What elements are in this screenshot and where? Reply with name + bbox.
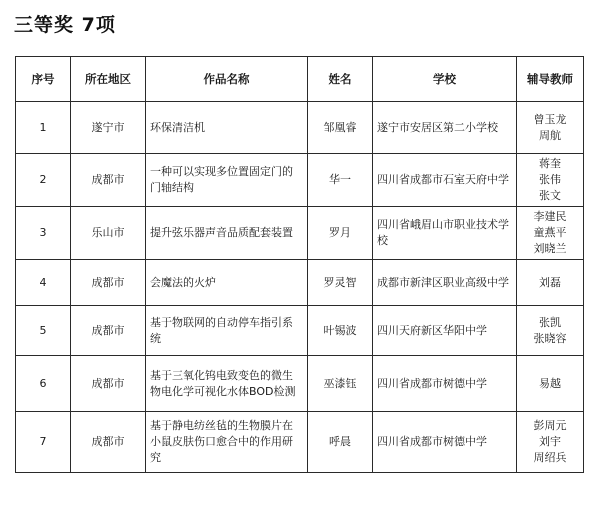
cell-name: 邹凰睿 xyxy=(308,102,373,154)
cell-name: 罗灵智 xyxy=(308,260,373,306)
teacher-name: 童燕平 xyxy=(533,226,567,239)
awards-table xyxy=(15,56,584,473)
table-row xyxy=(16,412,584,473)
cell-no: 1 xyxy=(16,102,71,154)
teacher-name: 彭周元 xyxy=(533,419,567,432)
teacher-name: 张伟 xyxy=(539,173,561,186)
table-row xyxy=(16,207,584,260)
header-teachers: 辅导教师 xyxy=(517,57,584,102)
teacher-name: 易越 xyxy=(539,376,561,390)
cell-teachers xyxy=(517,207,584,260)
cell-region: 成都市 xyxy=(71,412,146,473)
cell-work: 一种可以实现多位置固定门的门轴结构 xyxy=(146,154,308,207)
teacher-name: 刘宇 xyxy=(539,435,561,448)
cell-region: 乐山市 xyxy=(71,207,146,260)
teacher-name: 张文 xyxy=(539,189,561,202)
cell-region: 成都市 xyxy=(71,356,146,412)
table-row xyxy=(16,260,584,306)
teacher-name: 李建民 xyxy=(533,210,567,223)
table-row xyxy=(16,356,584,412)
cell-no: 2 xyxy=(16,154,71,207)
cell-school: 四川省成都市树德中学 xyxy=(373,356,517,412)
cell-school: 四川省峨眉山市职业技术学校 xyxy=(373,207,517,260)
cell-no: 5 xyxy=(16,306,71,356)
cell-work: 会魔法的火炉 xyxy=(146,260,308,306)
cell-no: 7 xyxy=(16,412,71,473)
table-row xyxy=(16,154,584,207)
teacher-name: 周航 xyxy=(539,128,561,142)
cell-school: 遂宁市安居区第二小学校 xyxy=(373,102,517,154)
cell-name: 华一 xyxy=(308,154,373,207)
cell-no: 6 xyxy=(16,356,71,412)
cell-school: 四川天府新区华阳中学 xyxy=(373,306,517,356)
header-work: 作品名称 xyxy=(146,57,308,102)
teacher-name: 张晓容 xyxy=(533,331,567,345)
cell-teachers xyxy=(517,154,584,207)
cell-teachers xyxy=(517,356,584,412)
teacher-name: 刘磊 xyxy=(539,275,561,289)
cell-no: 3 xyxy=(16,207,71,260)
table-header-row xyxy=(16,57,584,102)
cell-work: 基于静电纺丝毡的生物膜片在小鼠皮肤伤口愈合中的作用研究 xyxy=(146,412,308,473)
header-school: 学校 xyxy=(373,57,517,102)
table-row xyxy=(16,102,584,154)
cell-no: 4 xyxy=(16,260,71,306)
cell-name: 呼晨 xyxy=(308,412,373,473)
header-name: 姓名 xyxy=(308,57,373,102)
teacher-name: 周绍兵 xyxy=(533,451,567,464)
cell-work: 提升弦乐器声音品质配套装置 xyxy=(146,207,308,260)
table-row xyxy=(16,306,584,356)
cell-region: 成都市 xyxy=(71,306,146,356)
cell-school: 四川省成都市石室天府中学 xyxy=(373,154,517,207)
cell-region: 成都市 xyxy=(71,260,146,306)
cell-work: 基于物联网的自动停车指引系统 xyxy=(146,306,308,356)
cell-teachers xyxy=(517,412,584,473)
teacher-name: 曾玉龙 xyxy=(533,112,567,126)
cell-school: 成都市新津区职业高级中学 xyxy=(373,260,517,306)
cell-school: 四川省成都市树德中学 xyxy=(373,412,517,473)
teacher-name: 蒋奎 xyxy=(539,157,561,170)
cell-region: 遂宁市 xyxy=(71,102,146,154)
teacher-name: 刘晓兰 xyxy=(533,242,567,255)
cell-name: 叶锡波 xyxy=(308,306,373,356)
cell-work: 基于三氧化钨电致变色的微生物电化学可视化水体BOD检测 xyxy=(146,356,308,412)
cell-name: 罗月 xyxy=(308,207,373,260)
cell-teachers xyxy=(517,102,584,154)
header-no: 序号 xyxy=(16,57,71,102)
teacher-name: 张凯 xyxy=(539,315,561,329)
header-region: 所在地区 xyxy=(71,57,146,102)
cell-teachers xyxy=(517,260,584,306)
cell-name: 巫漆钰 xyxy=(308,356,373,412)
page-title: 三等奖 7项 xyxy=(14,14,116,36)
cell-teachers xyxy=(517,306,584,356)
cell-work: 环保清洁机 xyxy=(146,102,308,154)
cell-region: 成都市 xyxy=(71,154,146,207)
